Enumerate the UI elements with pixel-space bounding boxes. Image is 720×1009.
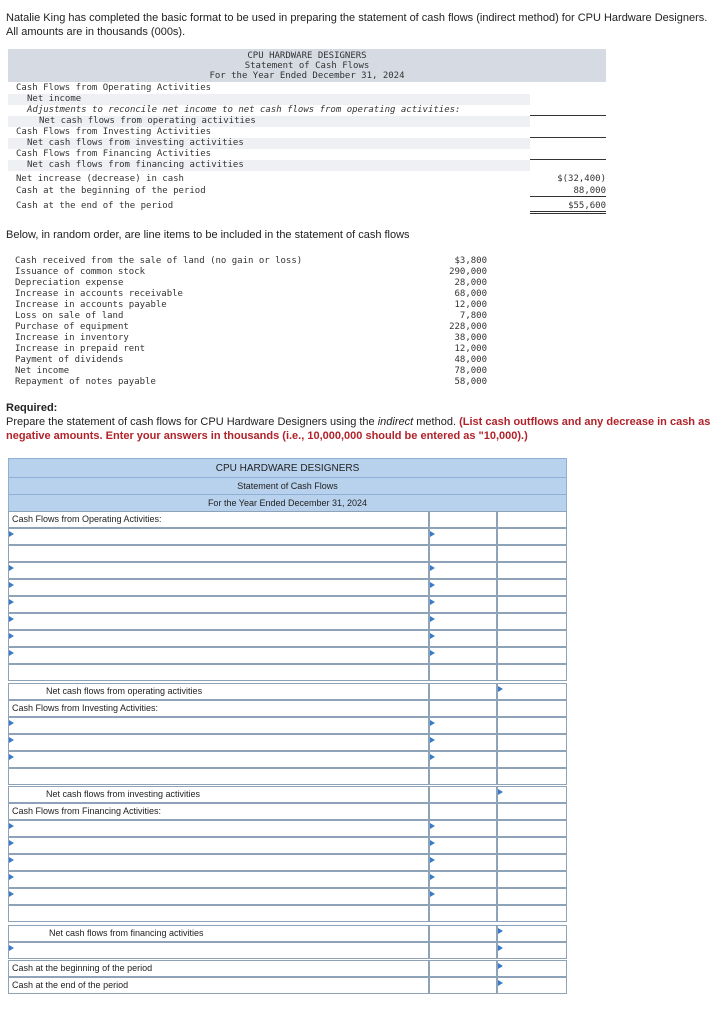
row-label: Cash Flows from Operating Activities:: [12, 514, 162, 524]
amount-input: [429, 905, 497, 922]
row-label: Cash at the beginning of the period: [12, 963, 153, 973]
amount-input[interactable]: [429, 751, 497, 768]
input-marker-icon: [498, 928, 503, 934]
amount-input[interactable]: [429, 613, 497, 630]
line-item: [15, 366, 493, 377]
total-cell: [497, 579, 567, 596]
total-cell: [497, 545, 567, 562]
total-cell: [497, 647, 567, 664]
total-cell: [497, 837, 567, 854]
total-cell[interactable]: [497, 977, 567, 994]
amount-input[interactable]: [429, 630, 497, 647]
line-item-label: Depreciation expense: [15, 278, 124, 288]
line-item-input: [8, 905, 429, 922]
underline: [530, 196, 606, 197]
line-item-value: 12,000: [454, 344, 487, 354]
amount-input: [429, 942, 497, 959]
amount-input[interactable]: [429, 579, 497, 596]
total-cell: [497, 854, 567, 871]
total-cell: [497, 905, 567, 922]
line-item-input[interactable]: [8, 820, 429, 837]
total-cell[interactable]: [497, 786, 567, 803]
format-company: CPU HARDWARE DESIGNERS: [247, 51, 367, 61]
line-item-input[interactable]: [8, 942, 429, 959]
amount-cell: [429, 960, 497, 977]
row-label-cell: [8, 786, 429, 803]
required-heading: Required:: [6, 402, 58, 414]
format-row: Cash Flows from Financing Activities: [16, 149, 212, 159]
input-marker-icon: [430, 616, 435, 622]
line-item-input[interactable]: [8, 734, 429, 751]
total-cell: [497, 734, 567, 751]
line-item: [15, 322, 493, 333]
total-cell: [497, 820, 567, 837]
total-cell: [497, 630, 567, 647]
answer-statement: Statement of Cash Flows: [237, 481, 338, 491]
format-row: Adjustments to reconcile net income to net cash flows from operating activities:: [27, 105, 461, 115]
input-marker-icon: [9, 565, 14, 571]
amount-cell: [429, 545, 497, 562]
input-marker-icon: [430, 582, 435, 588]
format-period: For the Year Ended December 31, 2024: [209, 71, 405, 81]
line-item-input[interactable]: [8, 630, 429, 647]
input-marker-icon: [430, 857, 435, 863]
input-marker-icon: [9, 754, 14, 760]
line-item-input[interactable]: [8, 854, 429, 871]
line-item-input[interactable]: [8, 579, 429, 596]
line-item-label: Purchase of equipment: [15, 322, 129, 332]
input-marker-icon: [430, 633, 435, 639]
line-item-label: Loss on sale of land: [15, 311, 124, 321]
total-cell: [497, 717, 567, 734]
amount-input: [429, 768, 497, 785]
line-item-label: Payment of dividends: [15, 355, 124, 365]
line-item: [15, 377, 493, 388]
total-cell[interactable]: [497, 925, 567, 942]
intro-text: Natalie King has completed the basic format to be used in preparing the statement of cash flows (indirect method) for CPU Hardware Designers. All amounts are in thousands (000s).: [6, 12, 708, 38]
row-label-cell: [8, 977, 429, 994]
line-item-input[interactable]: [8, 717, 429, 734]
underline: [530, 137, 606, 138]
format-row: Cash Flows from Investing Activities: [16, 127, 212, 137]
answer-company: CPU HARDWARE DESIGNERS: [215, 463, 360, 474]
net-change-value: $(32,400): [557, 174, 606, 184]
input-marker-icon: [430, 754, 435, 760]
total-cell: [497, 768, 567, 785]
input-marker-icon: [498, 963, 503, 969]
net-change-input[interactable]: [497, 942, 567, 959]
line-item-label: Increase in accounts receivable: [15, 289, 183, 299]
row-label: Net cash flows from operating activities: [46, 686, 203, 696]
input-marker-icon: [498, 686, 503, 692]
input-marker-icon: [9, 720, 14, 726]
row-label: Net cash flows from investing activities: [46, 789, 201, 799]
amount-cell: [429, 925, 497, 942]
total-cell: [497, 700, 567, 717]
line-item-label: Cash received from the sale of land (no gain or loss): [15, 256, 303, 266]
amount-input[interactable]: [429, 647, 497, 664]
format-header: [8, 49, 606, 82]
double-underline: [530, 211, 606, 214]
total-cell: [497, 664, 567, 681]
line-item-value: 58,000: [454, 377, 487, 387]
line-item-input: [8, 768, 429, 785]
format-row: Net cash flows from investing activities: [8, 138, 530, 149]
line-item-value: 28,000: [454, 278, 487, 288]
line-item-input[interactable]: [8, 562, 429, 579]
required-section: [6, 401, 712, 443]
input-marker-icon: [9, 874, 14, 880]
row-label-cell: [8, 683, 429, 700]
input-marker-icon: [430, 650, 435, 656]
input-marker-icon: [9, 737, 14, 743]
amount-input[interactable]: [429, 837, 497, 854]
line-item: [15, 333, 493, 344]
format-row: Net income: [8, 94, 530, 105]
line-item-label: Increase in accounts payable: [15, 300, 167, 310]
input-marker-icon: [430, 720, 435, 726]
line-item-input[interactable]: [8, 613, 429, 630]
line-item-value: $3,800: [454, 256, 487, 266]
answer-period: For the Year Ended December 31, 2024: [207, 498, 368, 508]
input-marker-icon: [9, 840, 14, 846]
line-item: [15, 300, 493, 311]
input-marker-icon: [9, 857, 14, 863]
underline: [530, 115, 606, 116]
answer-header: [8, 458, 567, 513]
line-item-input[interactable]: [8, 528, 429, 545]
row-label: Cash Flows from Financing Activities:: [12, 806, 162, 816]
total-cell[interactable]: [497, 960, 567, 977]
input-marker-icon: [9, 582, 14, 588]
row-label-cell: [8, 700, 429, 717]
line-item-label: Repayment of notes payable: [15, 377, 156, 387]
line-item-value: 78,000: [454, 366, 487, 376]
underline: [530, 159, 606, 160]
amount-cell: [429, 977, 497, 994]
line-item-value: 7,800: [459, 311, 487, 321]
input-marker-icon: [430, 531, 435, 537]
total-cell: [497, 596, 567, 613]
total-cell: [497, 751, 567, 768]
required-instruction: (List cash outflows and any decrease in cash as negative amounts. Enter your answers in thousands (i.e., 10,000,000 should be entered as "10,000).): [6, 416, 711, 442]
row-label: Cash at the end of the period: [12, 980, 129, 990]
input-marker-icon: [9, 650, 14, 656]
line-item-input[interactable]: [8, 871, 429, 888]
format-row: Cash at the beginning of the period: [16, 186, 206, 196]
below-text: Below, in random order, are line items to be included in the statement of cash flows: [6, 229, 410, 241]
answer-table: [8, 458, 567, 995]
cash-begin-value: 88,000: [573, 186, 606, 196]
line-item: [15, 289, 493, 300]
input-marker-icon: [430, 823, 435, 829]
total-cell: [497, 511, 567, 528]
required-text: Prepare the statement of cash flows for CPU Hardware Designers using the indirect method. (List cash outflows and any decrease in cash as negative amounts. Enter your answers in thousands (i.e., 10,000,000 should be entered as "10,000).): [6, 416, 711, 442]
format-row: Net cash flows from operating activities: [8, 116, 530, 127]
total-cell: [497, 562, 567, 579]
line-item-value: 290,000: [449, 267, 487, 277]
input-marker-icon: [9, 599, 14, 605]
format-statement: Statement of Cash Flows: [244, 61, 370, 71]
amount-input[interactable]: [429, 734, 497, 751]
row-label-cell: [8, 511, 429, 528]
input-marker-icon: [9, 531, 14, 537]
input-marker-icon: [430, 840, 435, 846]
line-item: [15, 355, 493, 366]
format-row: Net increase (decrease) in cash: [16, 174, 184, 184]
amount-input[interactable]: [429, 871, 497, 888]
input-marker-icon: [9, 823, 14, 829]
amount-cell: [429, 700, 497, 717]
row-label-cell: [8, 960, 429, 977]
line-item-input[interactable]: [8, 888, 429, 905]
line-item-label: Net income: [15, 366, 70, 376]
amount-cell: [429, 683, 497, 700]
line-item-label: Issuance of common stock: [15, 267, 146, 277]
input-marker-icon: [430, 891, 435, 897]
line-item-value: 48,000: [454, 355, 487, 365]
line-item-label: Increase in prepaid rent: [15, 344, 146, 354]
input-marker-icon: [498, 789, 503, 795]
line-item-input: [8, 545, 429, 562]
line-item: [15, 278, 493, 289]
total-cell[interactable]: [497, 683, 567, 700]
amount-input[interactable]: [429, 562, 497, 579]
input-marker-icon: [9, 891, 14, 897]
line-item-value: 228,000: [449, 322, 487, 332]
line-item-value: 68,000: [454, 289, 487, 299]
input-marker-icon: [498, 980, 503, 986]
line-item-input[interactable]: [8, 596, 429, 613]
amount-input[interactable]: [429, 528, 497, 545]
total-cell: [497, 803, 567, 820]
format-row: Cash at the end of the period: [16, 201, 174, 211]
amount-input[interactable]: [429, 596, 497, 613]
amount-input[interactable]: [429, 820, 497, 837]
amount-cell: [429, 786, 497, 803]
line-item: [15, 344, 493, 355]
line-item-input: [8, 664, 429, 681]
input-marker-icon: [9, 616, 14, 622]
line-item-value: 12,000: [454, 300, 487, 310]
total-cell: [497, 888, 567, 905]
input-marker-icon: [430, 599, 435, 605]
input-marker-icon: [9, 945, 14, 951]
total-cell: [497, 613, 567, 630]
input-marker-icon: [498, 945, 503, 951]
line-item-input[interactable]: [8, 751, 429, 768]
amount-cell: [429, 511, 497, 528]
line-item: [15, 267, 493, 278]
total-cell: [497, 871, 567, 888]
total-cell: [497, 528, 567, 545]
format-row: Cash Flows from Operating Activities: [16, 83, 212, 93]
row-label: Net cash flows from financing activities: [49, 928, 204, 938]
input-marker-icon: [430, 565, 435, 571]
line-item-label: Increase in inventory: [15, 333, 129, 343]
amount-input: [429, 664, 497, 681]
line-item: [15, 311, 493, 322]
input-marker-icon: [430, 874, 435, 880]
line-item-value: 38,000: [454, 333, 487, 343]
cash-end-value: $55,600: [568, 201, 606, 211]
input-marker-icon: [430, 737, 435, 743]
input-marker-icon: [9, 633, 14, 639]
row-label: Cash Flows from Investing Activities:: [12, 703, 159, 713]
line-item-input[interactable]: [8, 647, 429, 664]
amount-input[interactable]: [429, 888, 497, 905]
line-item: [15, 256, 493, 267]
format-row: Net cash flows from financing activities: [8, 160, 530, 171]
row-label-cell: [8, 925, 429, 942]
row-label-cell: [8, 803, 429, 820]
line-item-input[interactable]: [8, 837, 429, 854]
amount-input[interactable]: [429, 717, 497, 734]
amount-input[interactable]: [429, 854, 497, 871]
amount-cell: [429, 803, 497, 820]
